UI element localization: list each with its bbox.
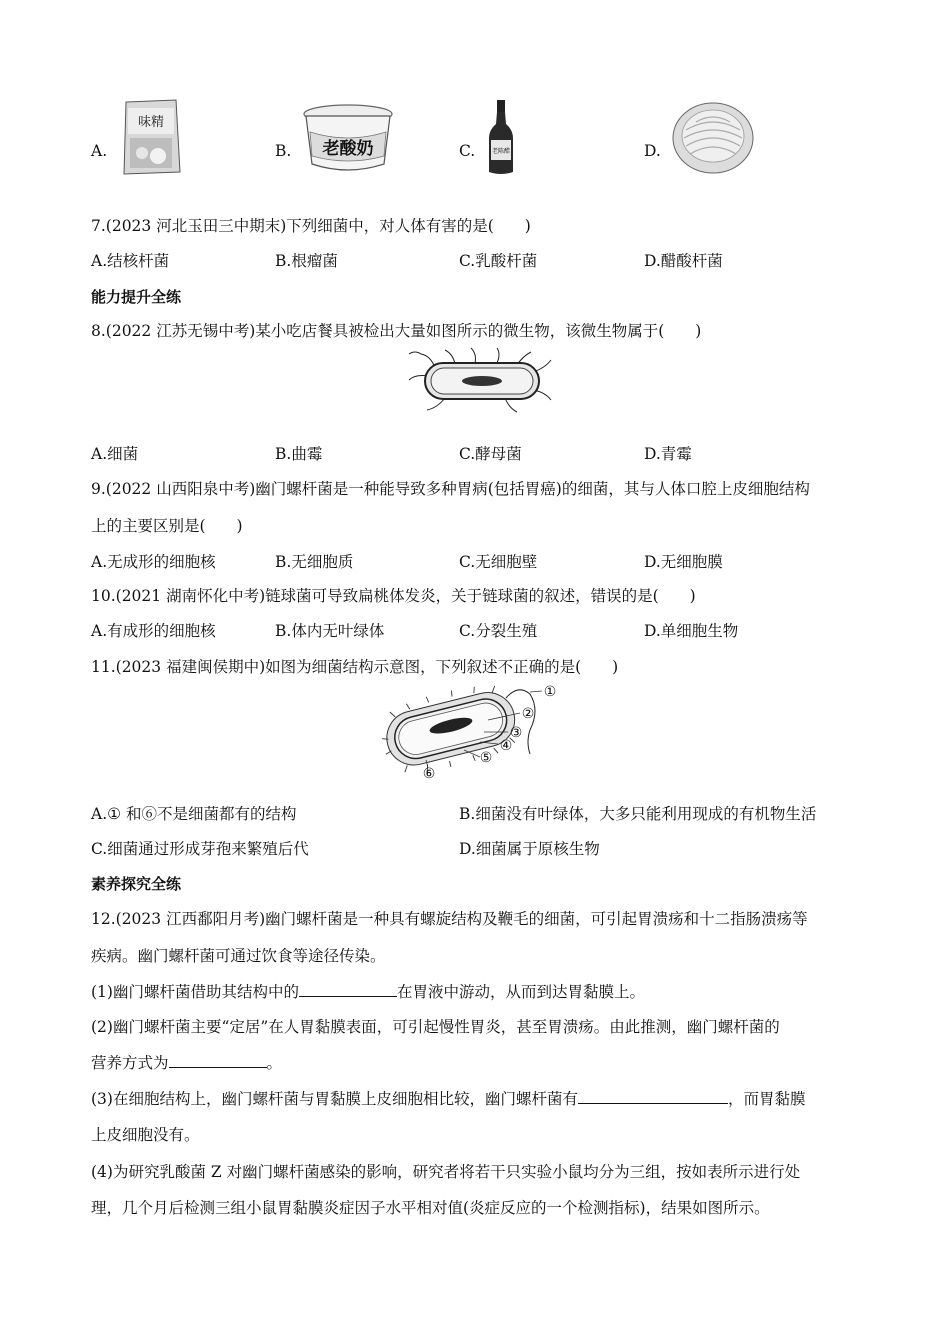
q9-option-b: B.无细胞质	[275, 553, 354, 571]
q12-part3-line1	[91, 1087, 805, 1109]
label-4: ④	[499, 738, 513, 754]
q11-option-d: D.细菌属于原核生物	[459, 840, 600, 858]
q6-option-b-label: B.	[275, 142, 292, 160]
q12-part3-blank[interactable]	[578, 1089, 728, 1104]
label-3: ③	[509, 725, 523, 741]
section-heading-ability: 能力提升全练	[91, 288, 182, 306]
yogurt-cup-image	[300, 102, 396, 176]
q12-part1-after: 在胃液中游动，从而到达胃黏膜上。	[396, 983, 645, 1001]
q10-option-a: A.有成形的细胞核	[91, 622, 216, 640]
q12-part4-line1: (4)为研究乳酸菌 Z 对幽门螺杆菌感染的影响，研究者将若干只实验小鼠均分为三组，按如表所示进行处	[91, 1163, 801, 1181]
msg-packet-text: 味精	[137, 115, 165, 130]
q12-part3-before: (3)在细胞结构上，幽门螺杆菌与胃黏膜上皮细胞相比较，幽门螺杆菌有	[91, 1090, 578, 1108]
q8-option-b: B.曲霉	[275, 445, 323, 463]
q7-option-a: A.结核杆菌	[91, 252, 170, 270]
q12-part2-blank[interactable]	[169, 1053, 267, 1068]
label-5: ⑤	[479, 750, 493, 766]
q9-stem-line2: 上的主要区别是( )	[91, 517, 243, 535]
vinegar-bottle-image	[486, 98, 516, 176]
label-6: ⑥	[422, 766, 436, 782]
q8-stem: 8.(2022 江苏无锡中考)某小吃店餐具被检出大量如图所示的微生物，该微生物属于( )	[91, 322, 702, 340]
q9-option-a: A.无成形的细胞核	[91, 553, 216, 571]
q10-option-d: D.单细胞生物	[644, 622, 739, 640]
q12-part4-line2: 理，几个月后检测三组小鼠胃黏膜炎症因子水平相对值(炎症反应的一个检测指标)，结果如图所示。	[91, 1199, 770, 1217]
q11-option-a: A.① 和⑥不是细菌都有的结构	[91, 805, 297, 823]
q7-option-d: D.醋酸杆菌	[644, 252, 723, 270]
q12-part2-line2	[91, 1051, 282, 1073]
q8-option-d: D.青霉	[644, 445, 692, 463]
q9-option-c: C.无细胞壁	[459, 553, 538, 571]
bacterium-figure-q8	[405, 346, 555, 414]
q11-stem: 11.(2023 福建闽侯期中)如图为细菌结构示意图，下列叙述不正确的是( )	[91, 658, 619, 676]
q9-option-d: D.无细胞膜	[644, 553, 723, 571]
q6-option-a-label: A.	[91, 142, 108, 160]
vinegar-bottle-text: 老陈醋	[491, 148, 511, 155]
q6-option-c-label: C.	[459, 142, 476, 160]
bacterium-structure-figure	[380, 680, 570, 782]
label-1: ①	[543, 684, 557, 700]
q10-option-c: C.分裂生殖	[459, 622, 538, 640]
q11-option-b: B.细菌没有叶绿体，大多只能利用现成的有机物生活	[459, 805, 817, 823]
q9-stem-line1: 9.(2022 山西阳泉中考)幽门螺杆菌是一种能导致多种胃病(包括胃癌)的细菌，其与人体口腔上皮细胞结构	[91, 480, 810, 498]
q7-stem: 7.(2023 河北玉田三中期末)下列细菌中，对人体有害的是( )	[91, 217, 531, 235]
q11-option-c: C.细菌通过形成芽孢来繁殖后代	[91, 840, 309, 858]
noodles-bowl-image	[670, 100, 756, 176]
q12-stem-line2: 疾病。幽门螺杆菌可通过饮食等途径传染。	[91, 947, 386, 965]
q12-part1	[91, 980, 645, 1002]
q8-option-a: A.细菌	[91, 445, 139, 463]
q12-part3-line2: 上皮细胞没有。	[91, 1126, 200, 1144]
q12-part1-blank[interactable]	[299, 982, 397, 997]
q7-option-b: B.根瘤菌	[275, 252, 338, 270]
section-heading-literacy: 素养探究全练	[91, 875, 182, 893]
msg-packet-image	[120, 98, 182, 176]
q12-part2-before: 营养方式为	[91, 1054, 169, 1072]
q10-option-b: B.体内无叶绿体	[275, 622, 385, 640]
q12-part2-after: 。	[266, 1054, 283, 1072]
q7-option-c: C.乳酸杆菌	[459, 252, 538, 270]
q12-part1-before: (1)幽门螺杆菌借助其结构中的	[91, 983, 299, 1001]
yogurt-cup-text: 老酸奶	[322, 139, 374, 159]
q12-stem-line1: 12.(2023 江西鄱阳月考)幽门螺杆菌是一种具有螺旋结构及鞭毛的细菌，可引起胃溃疡和十二指肠溃疡等	[91, 910, 808, 928]
q6-option-d-label: D.	[644, 142, 661, 160]
label-2: ②	[521, 706, 535, 722]
q10-stem: 10.(2021 湖南怀化中考)链球菌可导致扁桃体发炎，关于链球菌的叙述，错误的是( )	[91, 587, 696, 605]
q8-option-c: C.酵母菌	[459, 445, 522, 463]
q12-part3-after: ，而胃黏膜	[727, 1090, 806, 1108]
q12-part2-line1: (2)幽门螺杆菌主要“定居”在人胃黏膜表面，可引起慢性胃炎，甚至胃溃疡。由此推测，幽门螺杆菌的	[91, 1018, 780, 1036]
